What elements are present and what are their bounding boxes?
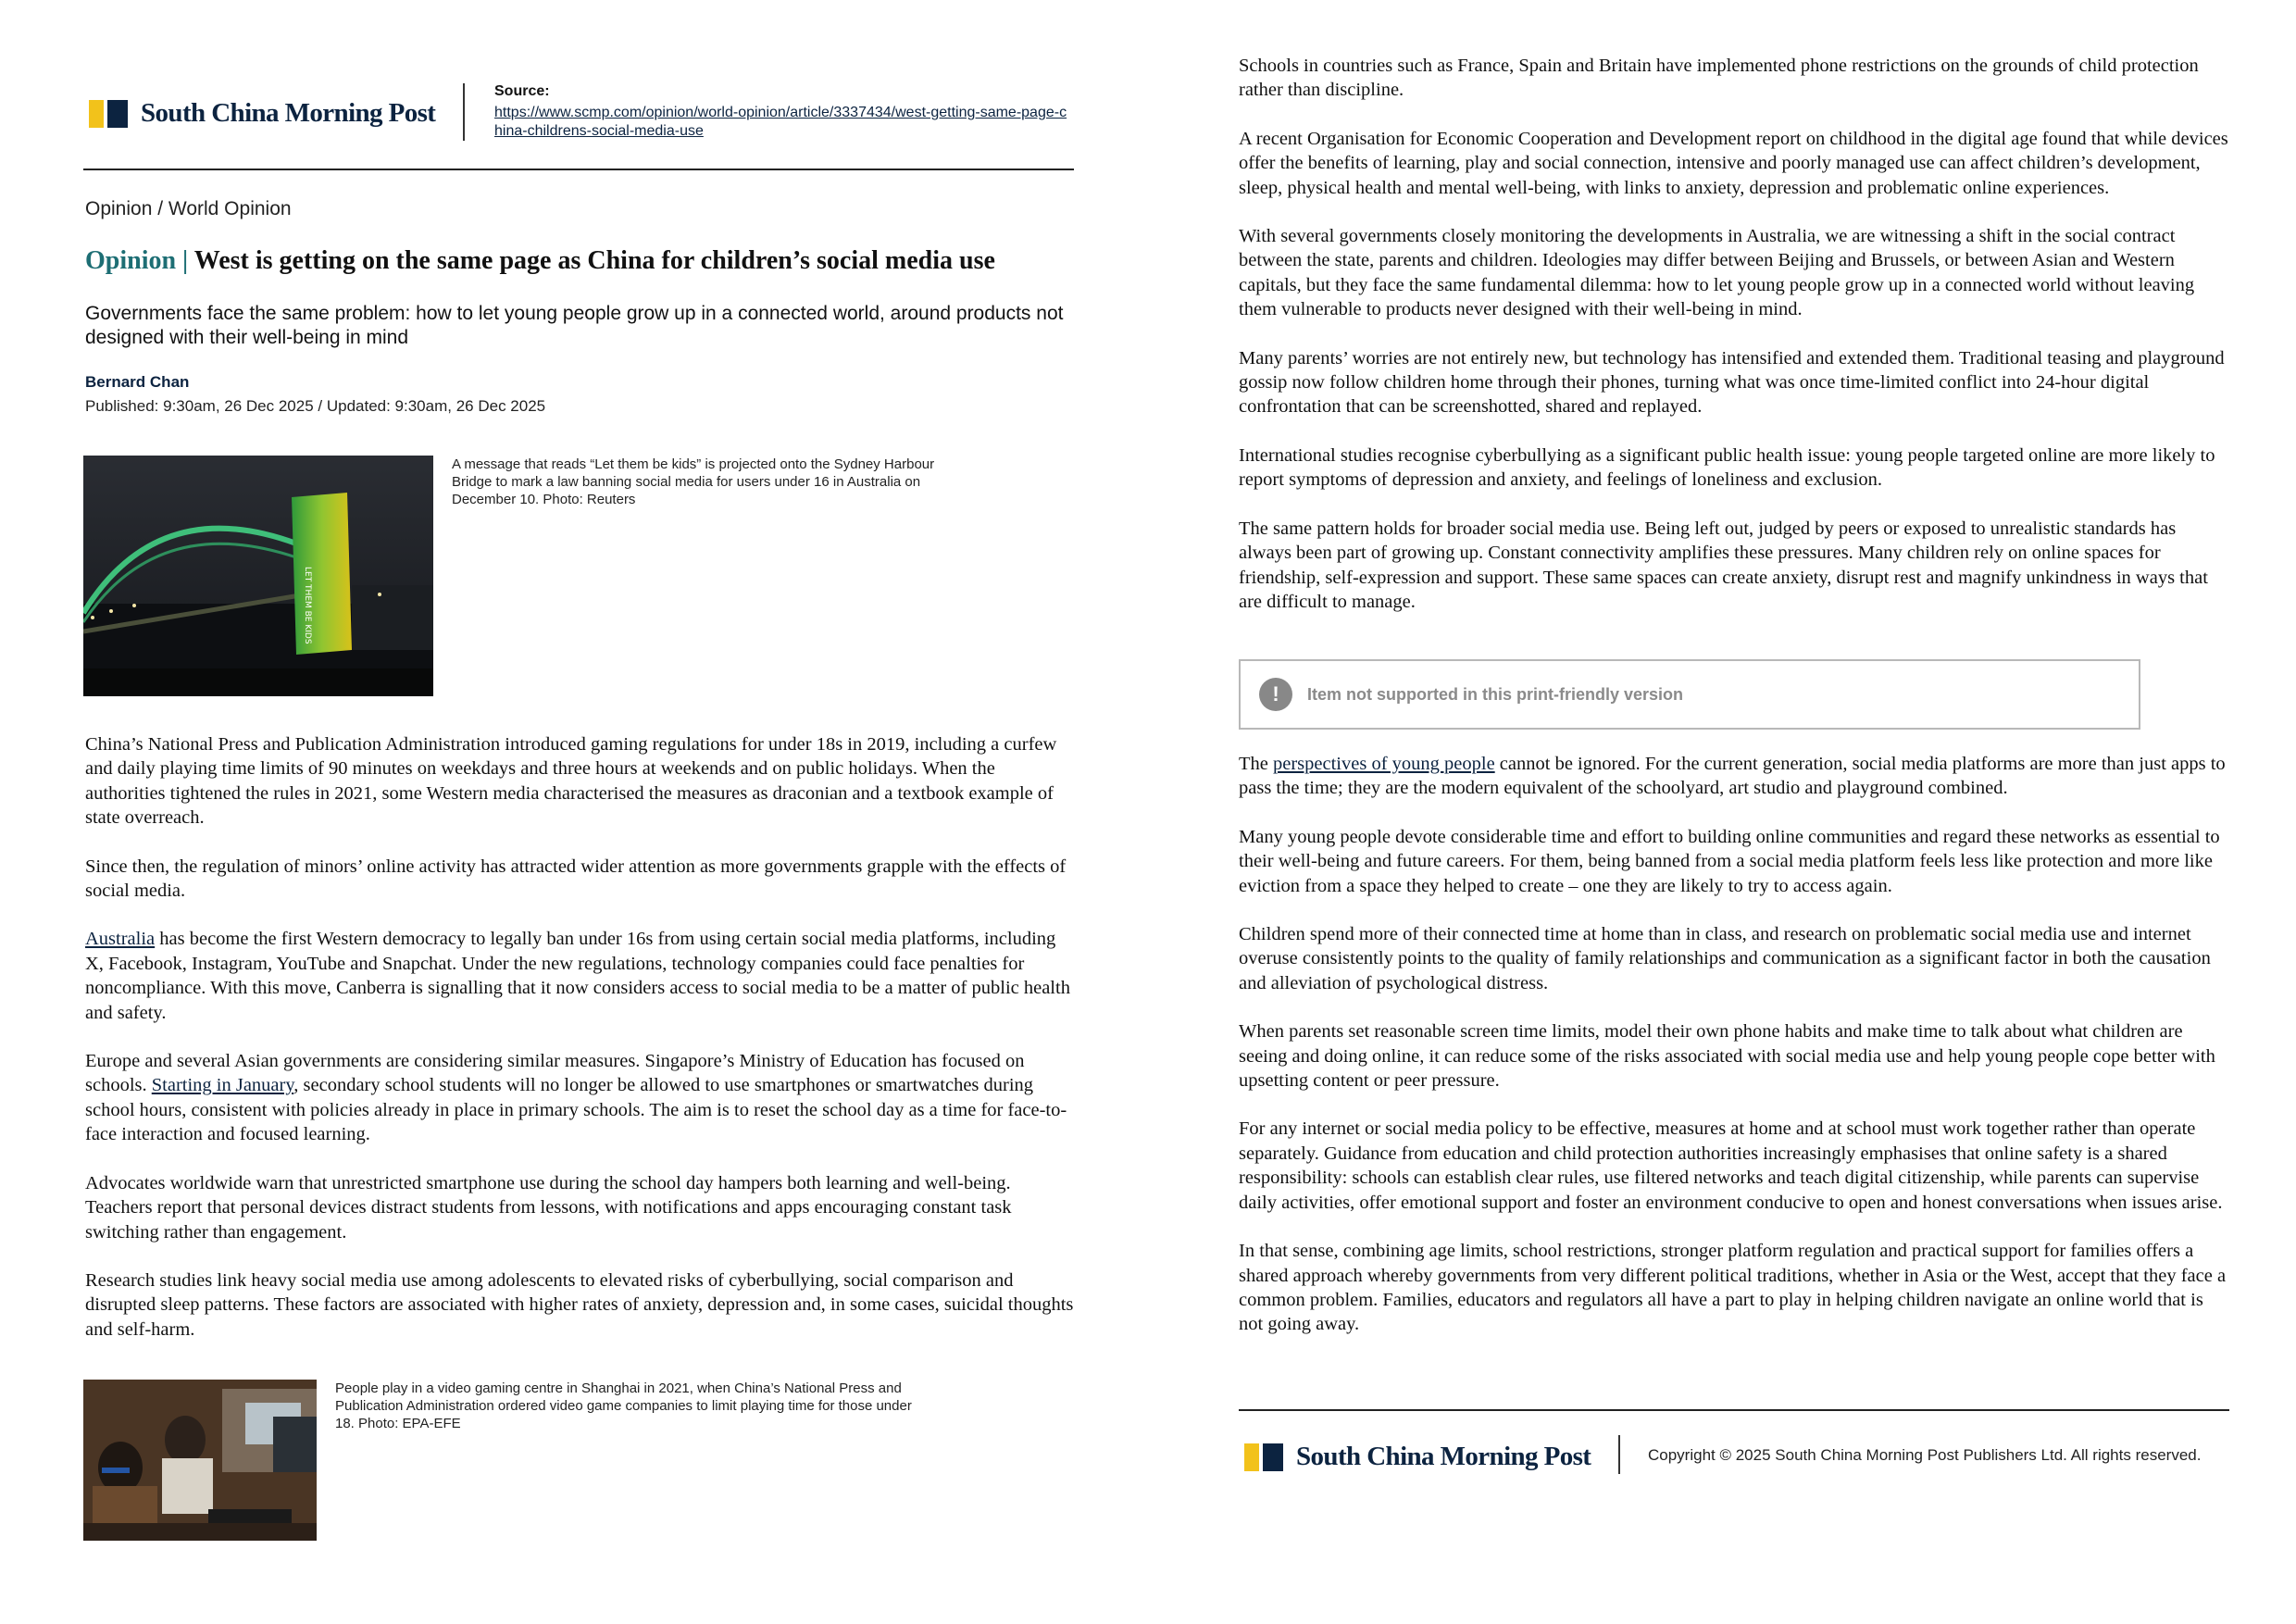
paragraph-text: The (1239, 754, 1273, 774)
copyright-notice: Copyright © 2025 South China Morning Post Publishers Ltd. All rights reserved. (1648, 1446, 2202, 1464)
source-link[interactable]: https://www.scmp.com/opinion/world-opinion/article/3337434/west-getting-same-page-china-childrens-social-media-use (494, 105, 1067, 139)
paragraph (85, 1049, 1076, 1147)
paragraph: When parents set reasonable screen time limits, model their own phone habits and make time to talk about what children are seeing and doing online, it can reduce some of the risks associated with social media use and help young people cope better with upsetting content or peer pressure. (1239, 1021, 2215, 1092)
article-body-left (85, 732, 1076, 1366)
footer-divider (1618, 1435, 1620, 1474)
page-title (85, 246, 1076, 276)
scmp-logo[interactable] (1244, 1442, 1591, 1472)
unsupported-message: Item not supported in this print-friendly version (1307, 684, 1684, 704)
paragraph (1239, 752, 2231, 801)
sydney-bridge-photo (83, 456, 433, 696)
header-rule (83, 169, 1074, 170)
header-divider (463, 83, 465, 141)
starting-in-january-link[interactable]: Starting in January (151, 1075, 294, 1096)
article-body-right-continued (1239, 752, 2231, 1361)
standfirst: Governments face the same problem: how to let young people grow up in a connected world, around products not designed with their well-being in mind (85, 303, 1064, 348)
scmp-logo-mark-icon (1244, 1443, 1283, 1471)
paragraph-text: Europe and several Asian governments are considering similar measures. Singapore’s Ministry of Education has focused on schools. (85, 1051, 1025, 1096)
page-footer (1239, 1409, 2231, 1502)
australia-link[interactable]: Australia (85, 929, 156, 950)
paragraph: With several governments closely monitoring the developments in Australia, we are witnessing a shift in the social contract between the state, parents and children. Ideologies may differ between Beijing and Brussels, or between Asian and Western capitals, but they face the same fundamental dilemma: how to let young people grow up in a connected world without leaving them vulnerable to products never designed with their well-being in mind. (1239, 226, 2195, 320)
paragraph: A recent Organisation for Economic Cooperation and Development report on childhood in the digital age found that while devices offer the benefits of learning, play and social connection, intensive and poorly managed use can affect children’s development, sleep, physical health and mental well-being, with links to anxiety, depression and problematic online experiences. (1239, 128, 2228, 198)
source-block (494, 83, 1068, 141)
paragraph: For any internet or social media policy to be effective, measures at home and at school must work together rather than operate separately. Guidance from education and child protection authorities increasingly emphasises that online safety is a shared responsibility: schools can establish clear rules, use filtered networks and teach digital citizenship, while parents can supervise daily activities, offer emotional support and foster an environment conducive to open and honest conversations when issues arise. (1239, 1118, 2223, 1213)
paragraph: Since then, the regulation of minors’ online activity has attracted wider attention as more governments grapple with the effects of social media. (85, 856, 1067, 902)
author-name[interactable]: Bernard Chan (85, 373, 190, 391)
logo-text: South China Morning Post (1296, 1442, 1591, 1471)
paragraph: Many parents’ worries are not entirely new, but technology has intensified and extended them. Traditional teasing and playground gossip now follow children home through their phones, turning what was once time-limited conflict into 24-hour digital confrontation that can be screenshotted, shared and replayed. (1239, 347, 2225, 418)
article-body-right (1239, 54, 2231, 638)
paragraph: Many young people devote considerable time and effort to building online communities and regard these networks as essential to their well-being and future careers. For them, being banned from a social media platform feels less like protection and more like eviction from a space they helped to create – one they are likely to try to access again. (1239, 826, 2220, 896)
headline-text: West is getting on the same page as China for children’s social media use (193, 246, 995, 275)
scmp-logo-mark-icon (89, 100, 128, 128)
paragraph-text: , secondary school students will no longer be allowed to use smartphones or smartwatches during school hours, consistent with policies already in place in primary schools. The aim is to reset the school day as a time for face-to-face interaction and focused learning. (85, 1075, 1067, 1145)
perspectives-link[interactable]: perspectives of young people (1273, 754, 1495, 774)
paragraph: The same pattern holds for broader social media use. Being left out, judged by peers or exposed to unrealistic standards has always been part of growing up. Constant connectivity amplifies these pressures. Many children rely on online spaces for friendship, self-expression and support. These same spaces can create anxiety, disrupt rest and magnify unkindness in ways that are difficult to manage. (1239, 518, 2208, 612)
unsupported-item-placeholder (1239, 659, 2140, 730)
paragraph-text: has become the first Western democracy to legally ban under 16s from using certain social media platforms, including X, Facebook, Instagram, YouTube and Snapchat. Under the new regulations, technology companies could face penalties for noncompliance. With this move, Canberra is signalling that it now considers access to social media to be a matter of public health and safety. (85, 929, 1070, 1023)
paragraph (85, 927, 1076, 1025)
paragraph-text: cannot be ignored. For the current generation, social media platforms are more than just apps to pass the time; they are the modern equivalent of the schoolyard, art studio and playground combined. (1239, 754, 2226, 799)
photo-caption: A message that reads “Let them be kids” is projected onto the Sydney Harbour Bridge to mark a law banning social media for users under 16 in Australia on December 10. Photo: Reuters (452, 456, 935, 507)
paragraph: China’s National Press and Publication Administration introduced gaming regulations for under 18s in 2019, including a curfew and daily playing time limits of 90 minutes on weekdays and three hours at weekends and on public holidays. When the authorities tightened the rules in 2021, some Western media characterised the measures as draconian and a textbook example of state overreach. (85, 734, 1057, 829)
paragraph: International studies recognise cyberbullying as a significant public health issue: young people targeted online are more likely to report symptoms of depression and anxiety, and feelings of loneliness and exclusion. (1239, 444, 2215, 491)
logo-text: South China Morning Post (141, 98, 436, 128)
paragraph: Research studies link heavy social media use among adolescents to elevated risks of cyberbullying, social comparison and disrupted sleep patterns. These factors are associated with higher rates of anxiety, depression and, in some cases, suicidal thoughts and self-harm. (85, 1269, 1074, 1340)
publish-dates: Published: 9:30am, 26 Dec 2025 / Updated: 9:30am, 26 Dec 2025 (85, 397, 546, 415)
section-breadcrumb: Opinion / World Opinion (85, 198, 292, 219)
photo-caption: People play in a video gaming centre in Shanghai in 2021, when China’s National Press and Publication Administration ordered video game companies to limit playing time for those under 18. Photo: EPA-EFE (335, 1380, 912, 1431)
gaming-centre-photo (83, 1380, 317, 1541)
footer-rule (1239, 1409, 2229, 1411)
paragraph: Children spend more of their connected time at home than in class, and research on problematic social media use and internet overuse consistently points to the quality of family relationships and communication as a significant factor in both the causation and alleviation of psychological distress. (1239, 924, 2211, 993)
projection-text: LET THEM BE KIDS (303, 567, 312, 644)
scmp-logo[interactable] (89, 98, 435, 129)
paragraph: Schools in countries such as France, Spain and Britain have implemented phone restrictions on the grounds of child protection rather than discipline. (1239, 56, 2199, 101)
source-label: Source: (494, 83, 550, 99)
opinion-tag: Opinion | (85, 246, 189, 275)
paragraph: Advocates worldwide warn that unrestricted smartphone use during the school day hampers both learning and well-being. Teachers report that personal devices distract students from lessons, with notifications and apps encouraging constant task switching rather than engagement. (85, 1172, 1012, 1243)
info-alert-icon: ! (1259, 678, 1292, 711)
paragraph: In that sense, combining age limits, school restrictions, stronger platform regulation and practical support for families offers a shared approach whereby governments from very different political traditions, whether in Asia or the West, accept that they face a common problem. Families, educators and regulators all have a part to play in helping children navigate an online world that is not going away. (1239, 1241, 2227, 1335)
page-header (83, 80, 1074, 172)
